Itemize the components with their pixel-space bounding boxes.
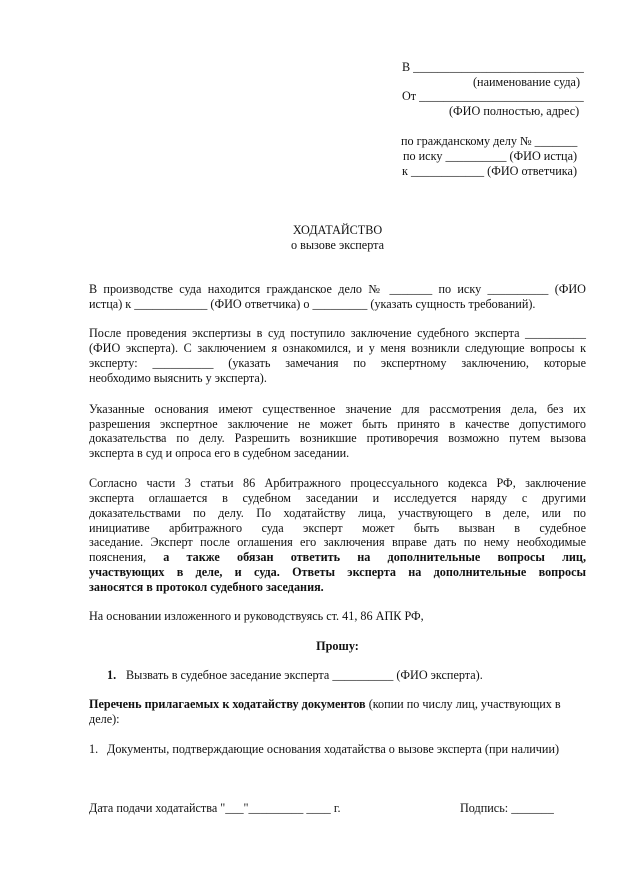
attachments-heading-rest: (копии по числу лиц, участвующих в (365, 697, 561, 711)
court-line: В ____________________________ (402, 60, 584, 74)
attachment-item-number: 1. (89, 742, 99, 756)
paragraph2-line: После проведения экспертизы в суд поступило заключение судебного эксперта __________ (89, 326, 586, 340)
attachments-heading-bold: Перечень прилагаемых к ходатайству документов (89, 697, 366, 711)
paragraph1-line: истца) к ____________ (ФИО ответчика) о _________ (указать сущность требований). (89, 297, 536, 311)
court-caption: (наименование суда) (473, 75, 580, 89)
claim-line: по иску __________ (ФИО истца) (403, 149, 578, 163)
paragraph3-line: Указанные основания имеют существенное значение для рассмотрения дела, без их (89, 402, 586, 416)
paragraph4-line: Согласно части 3 статьи 86 Арбитражного процессуального кодекса РФ, заключение (89, 476, 586, 490)
request-item-text: Вызвать в судебное заседание эксперта __________ (ФИО эксперта). (126, 668, 483, 682)
basis-text: На основании изложенного и руководствуясь ст. 41, 86 АПК РФ, (89, 609, 424, 623)
defendant-line: к ____________ (ФИО ответчика) (402, 164, 578, 178)
paragraph3-line: эксперта в суд и опроса его в судебном заседании. (89, 446, 350, 460)
paragraph4-normal-part: пояснения, (89, 550, 147, 564)
attachments-heading (89, 697, 561, 712)
submission-date-label: Дата подачи ходатайства "___"_________ ____ г. (89, 801, 341, 815)
paragraph1-line: В производстве суда находится гражданское дело № _______ по иску __________ (ФИО (89, 282, 586, 296)
from-line: От ___________________________ (402, 89, 584, 103)
paragraph2-line: (ФИО эксперта). С заключением я ознакомился, и у меня возникли следующие вопросы к (89, 341, 586, 355)
paragraph3-line: разрешения экспертное заключение не может быть принято в качестве допустимого (89, 417, 586, 431)
paragraph3-line: доказательства по делу. Разрешить возникшие противоречия возможно путем вызова (89, 431, 586, 445)
attachment-item-text: Документы, подтверждающие основания ходатайства о вызове эксперта (при наличии) (107, 742, 560, 756)
paragraph2-line: эксперту: __________ (указать замечания по экспертному заключению, которые (89, 356, 586, 370)
document-title: ХОДАТАЙСТВО (292, 223, 383, 237)
paragraph4-line-mixed (89, 550, 586, 565)
request-item-number: 1. (107, 668, 117, 682)
paragraph2-line: необходимо выяснить у эксперта). (89, 371, 267, 385)
signature-label: Подпись: _______ (460, 801, 554, 815)
request-heading: Прошу: (316, 639, 359, 653)
from-caption: (ФИО полностью, адрес) (449, 104, 580, 118)
paragraph4-line: инициативе арбитражного суда эксперт может быть вызван в судебное (89, 521, 586, 535)
paragraph4-line: доказательствами по делу. По ходатайству лица, участвующего в деле, или по (89, 506, 586, 520)
paragraph4-line: заседание. Эксперт после оглашения его заключения вправе дать по нему необходимые (89, 535, 586, 549)
document-subtitle: о вызове эксперта (290, 238, 385, 252)
paragraph4-line: эксперта оглашается в судебном заседании и исследуется наряду с другими (89, 491, 586, 505)
paragraph4-bold-line: заносятся в протокол судебного заседания. (89, 580, 324, 594)
attachments-heading-line2: деле): (89, 712, 120, 726)
paragraph4-bold-part: а также обязан ответить на дополнительные вопросы лиц, (146, 550, 586, 564)
case-line: по гражданскому делу № _______ (401, 134, 578, 148)
paragraph4-bold-line: участвующих в деле, и суда. Ответы эксперта на дополнительные вопросы (89, 565, 586, 579)
